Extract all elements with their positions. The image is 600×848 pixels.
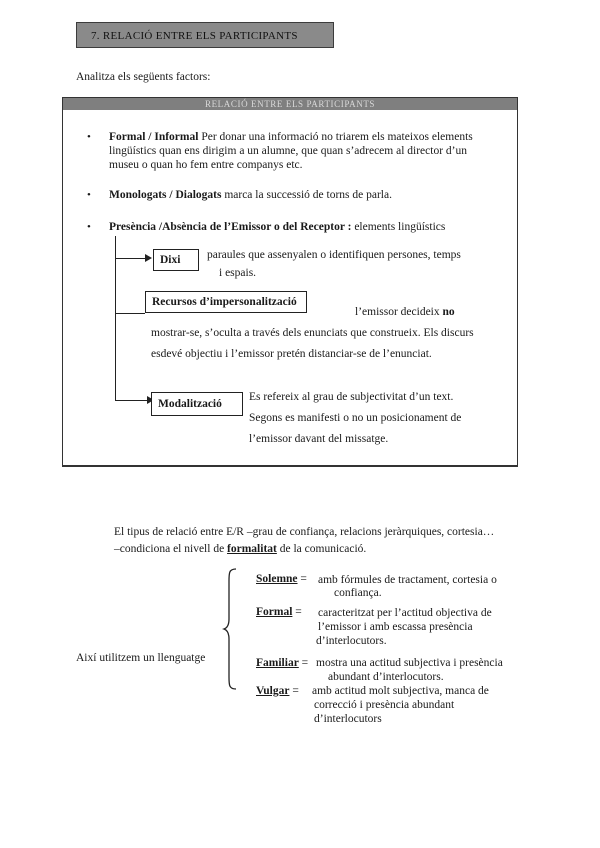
- register-eq: =: [301, 657, 309, 669]
- impersonal-box: [145, 291, 307, 313]
- bullet-term: Formal / Informal: [109, 131, 199, 143]
- impersonal-text: [355, 305, 455, 319]
- impersonal-text: mostrar-se, s’oculta a través dels enunciats que construeix. Els discurs: [151, 327, 474, 339]
- register-desc: confiança.: [334, 587, 382, 599]
- relation-text: de la comunicació.: [279, 543, 367, 555]
- bullet-term: Presència /Absència de l’Emissor o del Receptor :: [109, 221, 352, 233]
- tree-trunk-line: [115, 236, 116, 400]
- impersonal-no: no: [442, 306, 455, 318]
- register-term: Familiar: [256, 657, 299, 669]
- register-desc: abundant d’interlocutors.: [328, 671, 444, 683]
- dixi-text: i espais.: [219, 267, 257, 279]
- section-header: [76, 22, 334, 48]
- frame-title-bar: [63, 98, 517, 110]
- frame-title: RELACIÓ ENTRE ELS PARTICIPANTS: [204, 99, 376, 109]
- bullet-presencia: [109, 220, 445, 234]
- impersonal-label: Recursos d’impersonalització: [152, 296, 297, 308]
- bullet-text: elements lingüístics: [354, 221, 446, 233]
- dixi-box: [153, 249, 199, 271]
- relation-text: –condiciona el nivell de: [114, 543, 225, 555]
- arrow-right-icon: [145, 254, 152, 262]
- register-eq: =: [292, 685, 299, 697]
- relation-paragraph-line: [114, 542, 366, 556]
- register-solemne: [256, 572, 307, 586]
- register-term: Vulgar: [256, 685, 290, 697]
- bullet-icon: •: [87, 131, 91, 143]
- factors-frame: [62, 97, 518, 467]
- dixi-text: paraules que assenyalen o identifiquen persones, temps: [207, 249, 461, 261]
- bullet-formal: [109, 130, 509, 144]
- section-title: 7. RELACIÓ ENTRE ELS PARTICIPANTS: [91, 30, 298, 42]
- register-desc: mostra una actitud subjectiva i presència: [316, 657, 503, 669]
- formalitat-term: formalitat: [227, 543, 277, 555]
- register-eq: =: [295, 606, 302, 618]
- register-term: Formal: [256, 606, 293, 618]
- dixi-label: Dixi: [160, 254, 181, 266]
- bullet-icon: •: [87, 189, 91, 201]
- impersonal-text-pre: l’emissor decideix: [355, 306, 440, 318]
- bullet-monologats: [109, 188, 392, 202]
- register-familiar: [256, 656, 308, 670]
- bullet-text: marca la successió de torns de parla.: [224, 189, 392, 201]
- modal-box: [151, 392, 243, 416]
- register-eq: =: [300, 573, 307, 585]
- register-desc: l’emissor i amb escassa presència: [318, 621, 473, 633]
- register-term: Solemne: [256, 573, 298, 585]
- bullet-text: lingüístics quan ens dirigim a un alumne, que quan s’adrecem al director d’un: [109, 145, 467, 157]
- register-vulgar: [256, 684, 299, 698]
- bullet-term: Monologats / Dialogats: [109, 189, 222, 201]
- register-desc: caracteritzat per l’actitud objectiva de: [318, 607, 492, 619]
- register-desc: correcció i presència abundant: [314, 699, 455, 711]
- registers-lead: Així utilitzem un llenguatge: [76, 652, 206, 664]
- register-desc: d’interlocutors: [314, 713, 382, 725]
- branch-line: [115, 258, 145, 259]
- curly-brace-icon: [222, 567, 238, 691]
- modal-label: Modalització: [158, 398, 222, 410]
- branch-line: [115, 313, 145, 314]
- register-desc: amb actitud molt subjectiva, manca de: [312, 685, 489, 697]
- register-formal: [256, 605, 302, 619]
- register-desc: amb fórmules de tractament, cortesia o: [318, 574, 497, 586]
- bullet-icon: •: [87, 221, 91, 233]
- relation-paragraph-line: El tipus de relació entre E/R –grau de confiança, relacions jeràrquiques, cortesia…: [114, 526, 495, 538]
- impersonal-text: esdevé objectiu i l’emissor pretén distanciar-se de l’enunciat.: [151, 348, 432, 360]
- modal-text: Segons es manifesti o no un posicionament de: [249, 412, 462, 424]
- modal-text: l’emissor davant del missatge.: [249, 433, 389, 445]
- register-desc: d’interlocutors.: [316, 635, 387, 647]
- branch-line: [115, 400, 147, 401]
- bullet-text: museu o quan ho fem entre companys etc.: [109, 159, 303, 171]
- intro-text: Analitza els següents factors:: [76, 71, 211, 83]
- bullet-text: Per donar una informació no triarem els mateixos elements: [201, 131, 473, 143]
- modal-text: Es refereix al grau de subjectivitat d’un text.: [249, 391, 454, 403]
